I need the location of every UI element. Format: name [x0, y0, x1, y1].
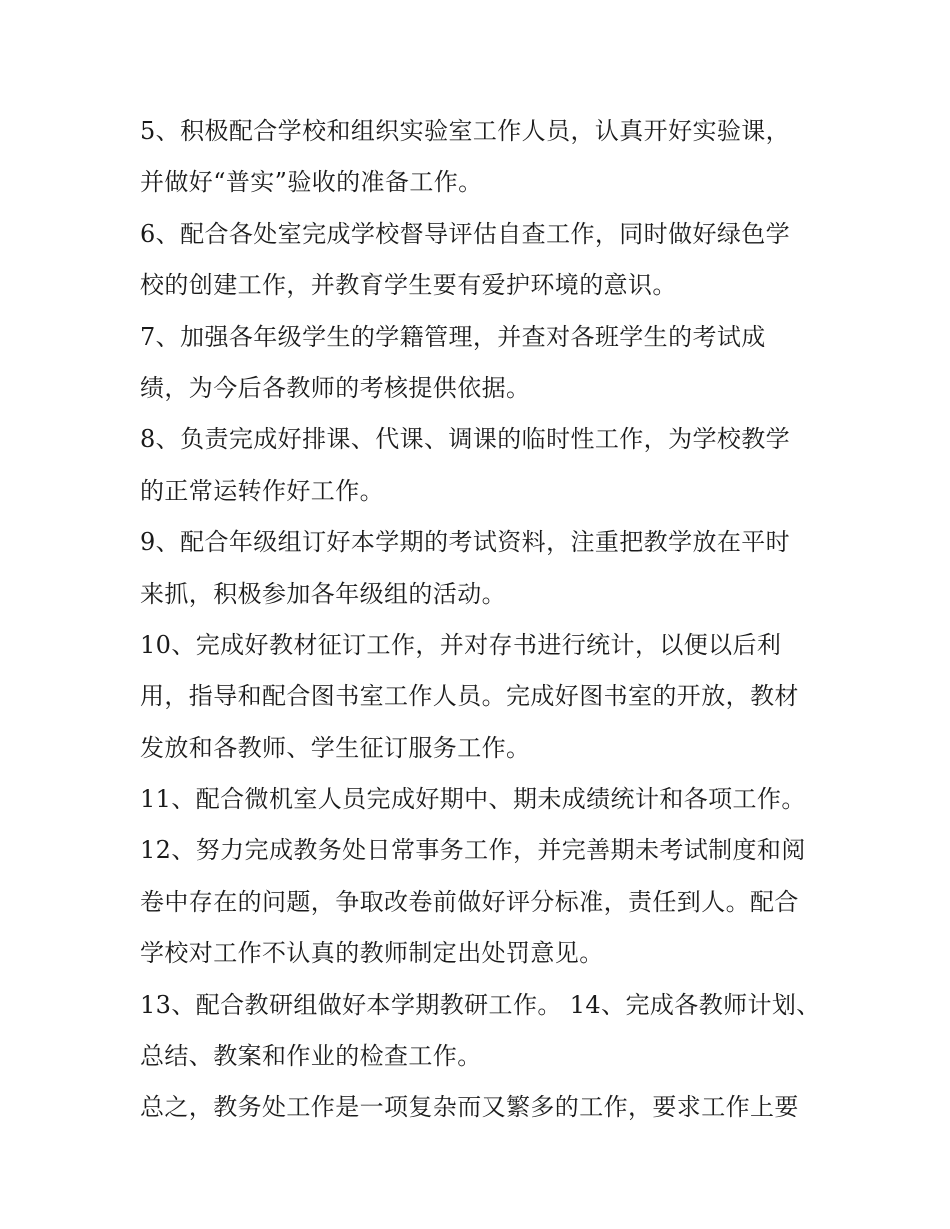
text-line: 卷中存在的问题，争取改卷前做好评分标准，责任到人。配合: [140, 887, 799, 916]
text-line: 6、配合各处室完成学校督导评估自查工作，同时做好绿色学: [140, 219, 791, 248]
text-line: 绩，为今后各教师的考核提供依据。: [140, 373, 531, 402]
text-line: 来抓，积极参加各年级组的活动。: [140, 579, 506, 608]
text-line: 校的创建工作，并教育学生要有爱护环境的意识。: [140, 271, 677, 300]
text-line: 总结、教案和作业的检查工作。: [140, 1042, 482, 1071]
text-line: 并做好“普实”验收的准备工作。: [140, 168, 483, 197]
document-body: [140, 106, 820, 1134]
text-line: 总之，教务处工作是一项复杂而又繁多的工作，要求工作上要: [140, 1093, 799, 1122]
text-line: 10、完成好教材征订工作，并对存书进行统计，以便以后利: [140, 630, 782, 659]
text-line: 11、配合微机室人员完成好期中、期未成绩统计和各项工作。: [140, 785, 806, 814]
text-line: 的正常运转作好工作。: [140, 476, 384, 505]
text-line: 5、积极配合学校和组织实验室工作人员，认真开好实验课，: [140, 117, 791, 145]
text-line: 8、负责完成好排课、代课、调课的临时性工作，为学校教学: [140, 425, 791, 454]
text-line: 13、配合教研组做好本学期教研工作。 14、完成各教师计划、: [140, 990, 821, 1019]
text-line: 用，指导和配合图书室工作人员。完成好图书室的开放，教材: [140, 682, 799, 711]
text-line: 学校对工作不认真的教师制定出处罚意见。: [140, 939, 604, 968]
text-line: 7、加强各年级学生的学籍管理，并查对各班学生的考试成: [140, 322, 766, 351]
text-line: 发放和各教师、学生征订服务工作。: [140, 733, 531, 762]
text-line: 9、配合年级组订好本学期的考试资料，注重把教学放在平时: [140, 528, 791, 557]
text-line: 12、努力完成教务处日常事务工作，并完善期未考试制度和阅: [140, 836, 806, 865]
